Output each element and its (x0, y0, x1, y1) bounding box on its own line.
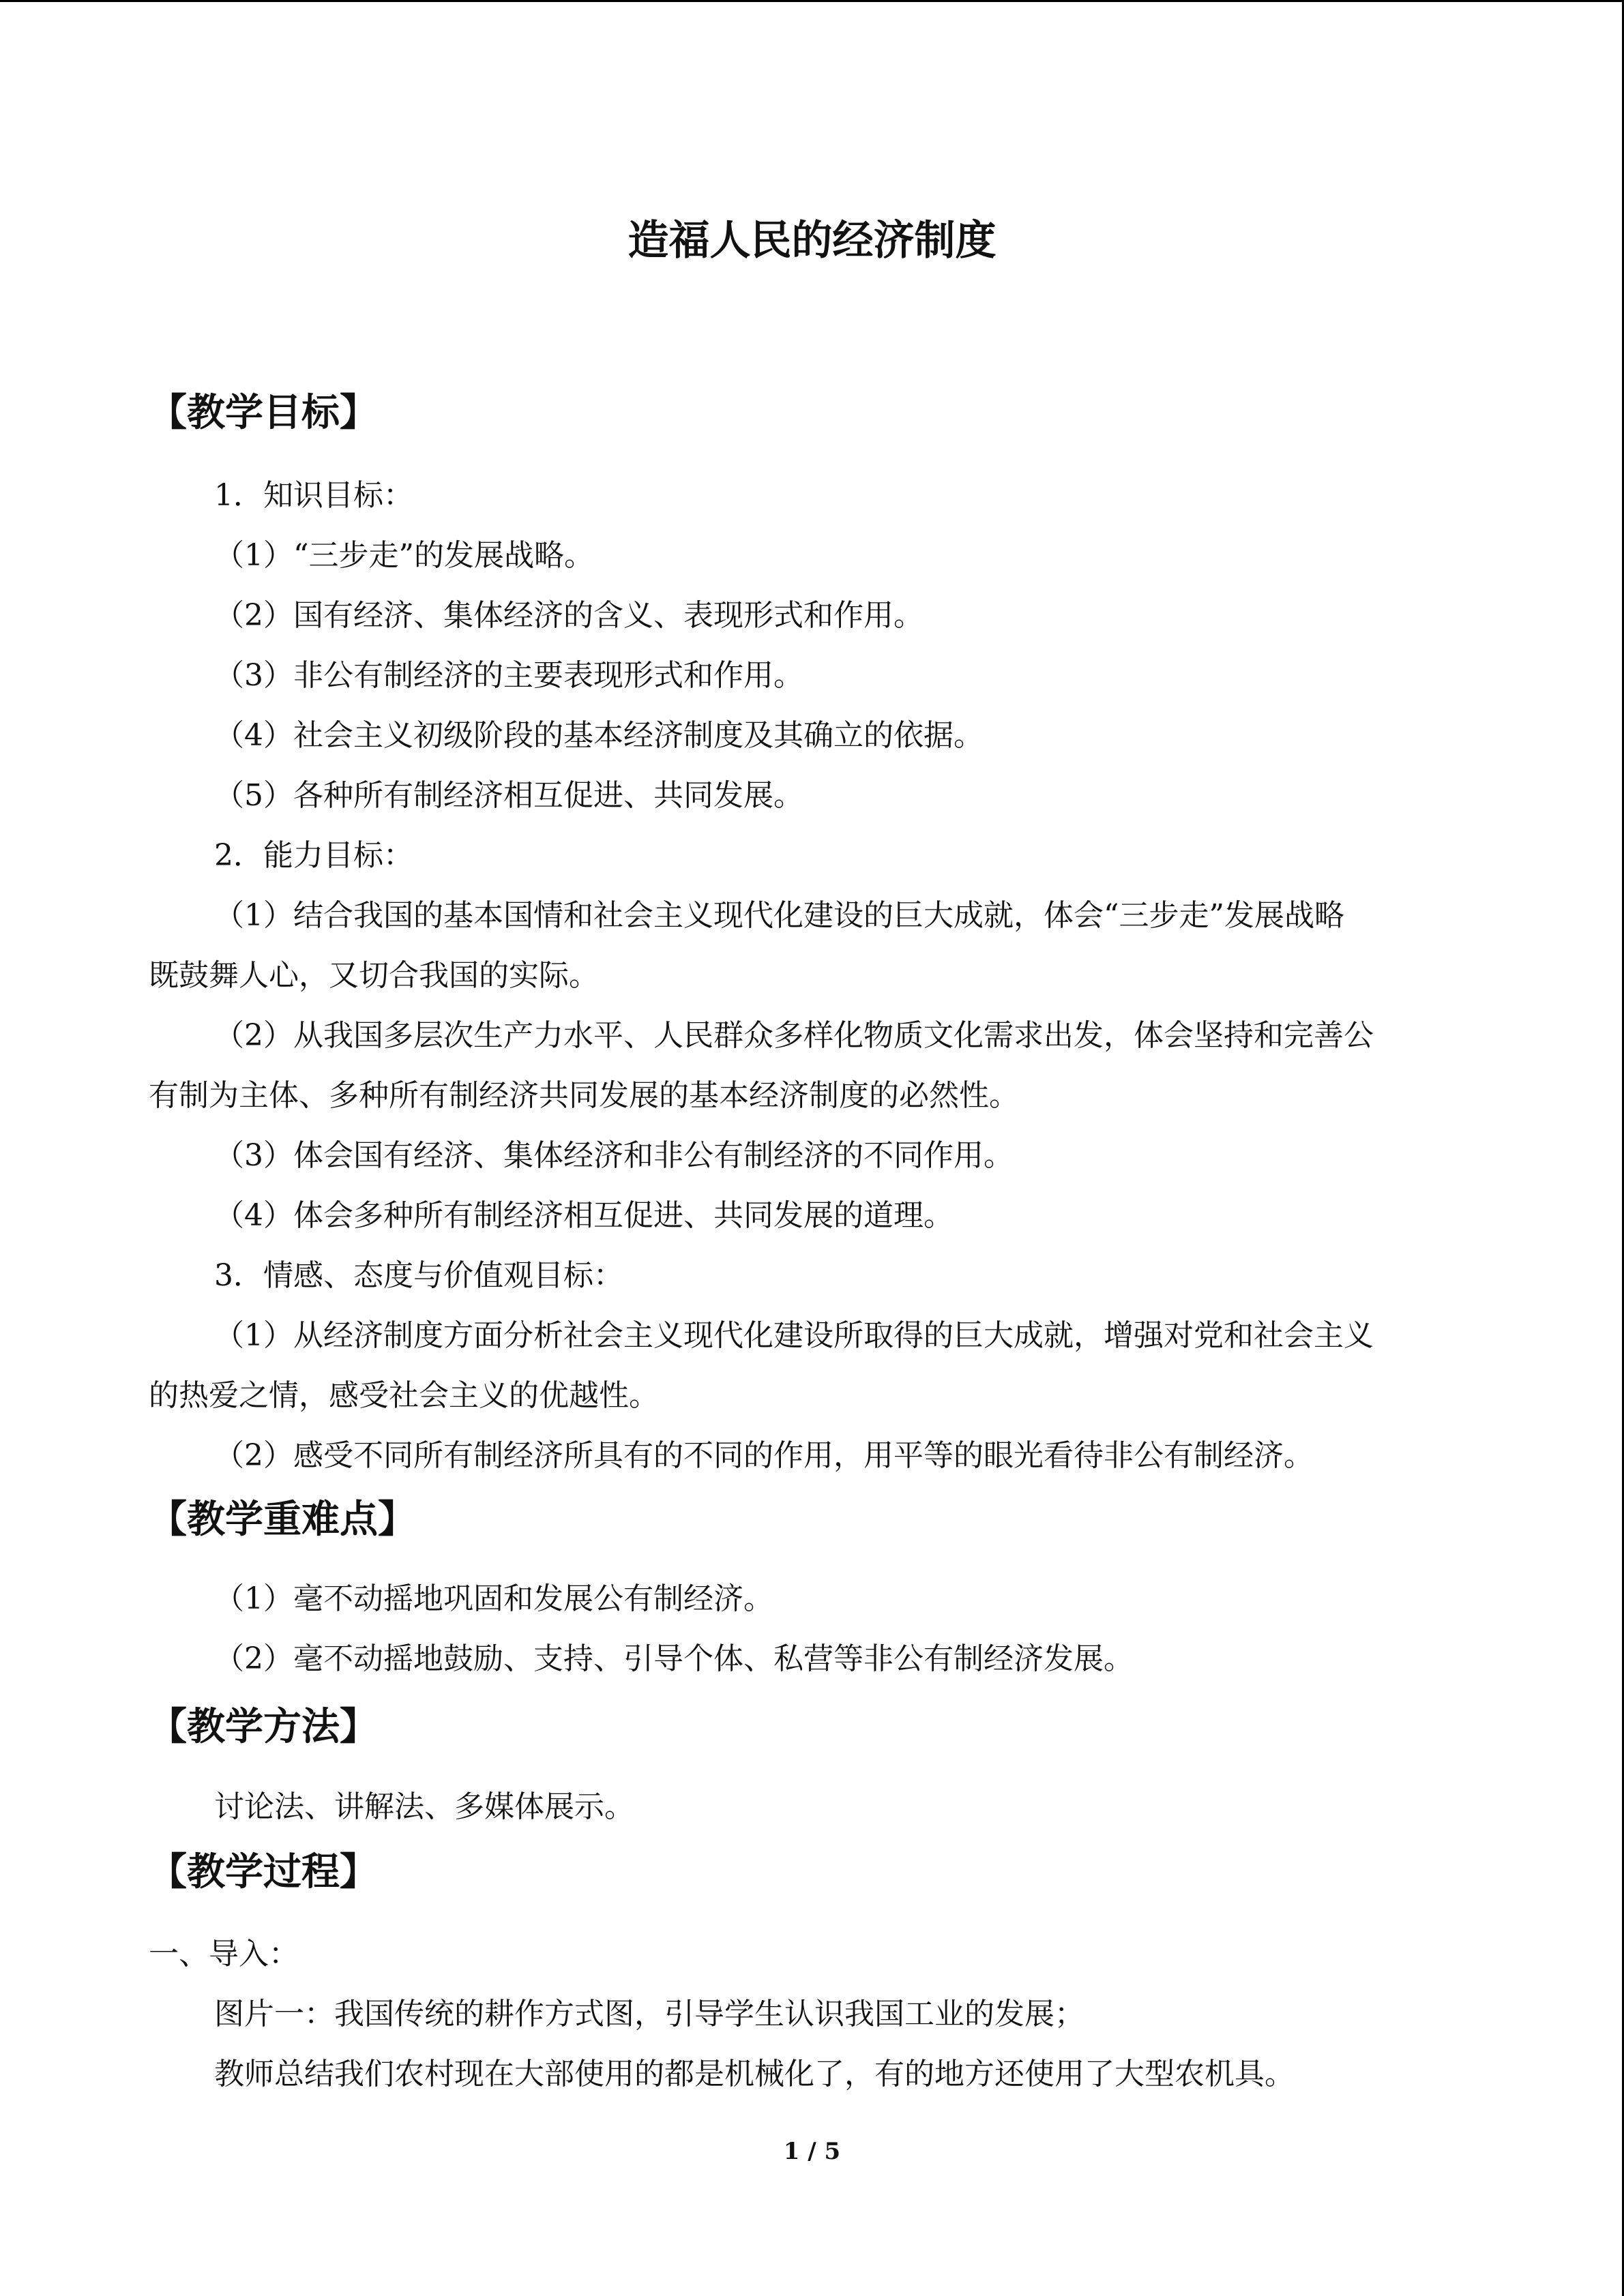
ability-goal-item: （2）从我国多层次生产力水平、人民群众多样化物质文化需求出发，体会坚持和完善公 (214, 1018, 1374, 1053)
section-heading-key-points: 【教学重难点】 (149, 1497, 416, 1542)
ability-goal-item-continuation: 既鼓舞人心，又切合我国的实际。 (149, 958, 599, 993)
section-heading-process: 【教学过程】 (149, 1849, 378, 1894)
ability-goal-label: 2．能力目标： (214, 838, 413, 873)
ability-goal-item: （3）体会国有经济、集体经济和非公有制经济的不同作用。 (214, 1138, 1014, 1173)
key-point-item: （1）毫不动摇地巩固和发展公有制经济。 (214, 1581, 773, 1616)
knowledge-goal-label: 1．知识目标： (214, 478, 413, 513)
section-heading-methods: 【教学方法】 (149, 1704, 378, 1749)
emotion-goal-item: （2）感受不同所有制经济所具有的不同的作用，用平等的眼光看待非公有制经济。 (214, 1438, 1314, 1473)
process-step-label: 一、导入： (149, 1937, 299, 1971)
knowledge-goal-item: （1）“三步走”的发展战略。 (214, 538, 594, 573)
process-step-text: 图片一：我国传统的耕作方式图，引导学生认识我国工业的发展； (214, 1997, 1084, 2031)
knowledge-goal-item: （3）非公有制经济的主要表现形式和作用。 (214, 658, 803, 693)
emotion-goal-label: 3．情感、态度与价值观目标： (214, 1258, 623, 1293)
section-heading-goals: 【教学目标】 (149, 390, 378, 435)
emotion-goal-item-continuation: 的热爱之情，感受社会主义的优越性。 (149, 1378, 659, 1413)
key-point-item: （2）毫不动摇地鼓励、支持、引导个体、私营等非公有制经济发展。 (214, 1641, 1134, 1676)
knowledge-goal-item: （5）各种所有制经济相互促进、共同发展。 (214, 778, 803, 813)
page-number: 1 / 5 (783, 2138, 841, 2165)
ability-goal-item: （4）体会多种所有制经济相互促进、共同发展的道理。 (214, 1198, 954, 1233)
page-border-top (0, 0, 1624, 2)
knowledge-goal-item: （4）社会主义初级阶段的基本经济制度及其确立的依据。 (214, 718, 984, 753)
process-step-text: 教师总结我们农村现在大部使用的都是机械化了，有的地方还使用了大型农机具。 (214, 2057, 1295, 2091)
ability-goal-item: （1）结合我国的基本国情和社会主义现代化建设的巨大成就，体会“三步走”发展战略 (214, 898, 1344, 933)
knowledge-goal-item: （2）国有经济、集体经济的含义、表现形式和作用。 (214, 598, 924, 633)
ability-goal-item-continuation: 有制为主体、多种所有制经济共同发展的基本经济制度的必然性。 (149, 1078, 1019, 1113)
methods-text: 讨论法、讲解法、多媒体展示。 (214, 1789, 634, 1824)
document-title: 造福人民的经济制度 (628, 217, 996, 265)
emotion-goal-item: （1）从经济制度方面分析社会主义现代化建设所取得的巨大成就，增强对党和社会主义 (214, 1318, 1374, 1353)
